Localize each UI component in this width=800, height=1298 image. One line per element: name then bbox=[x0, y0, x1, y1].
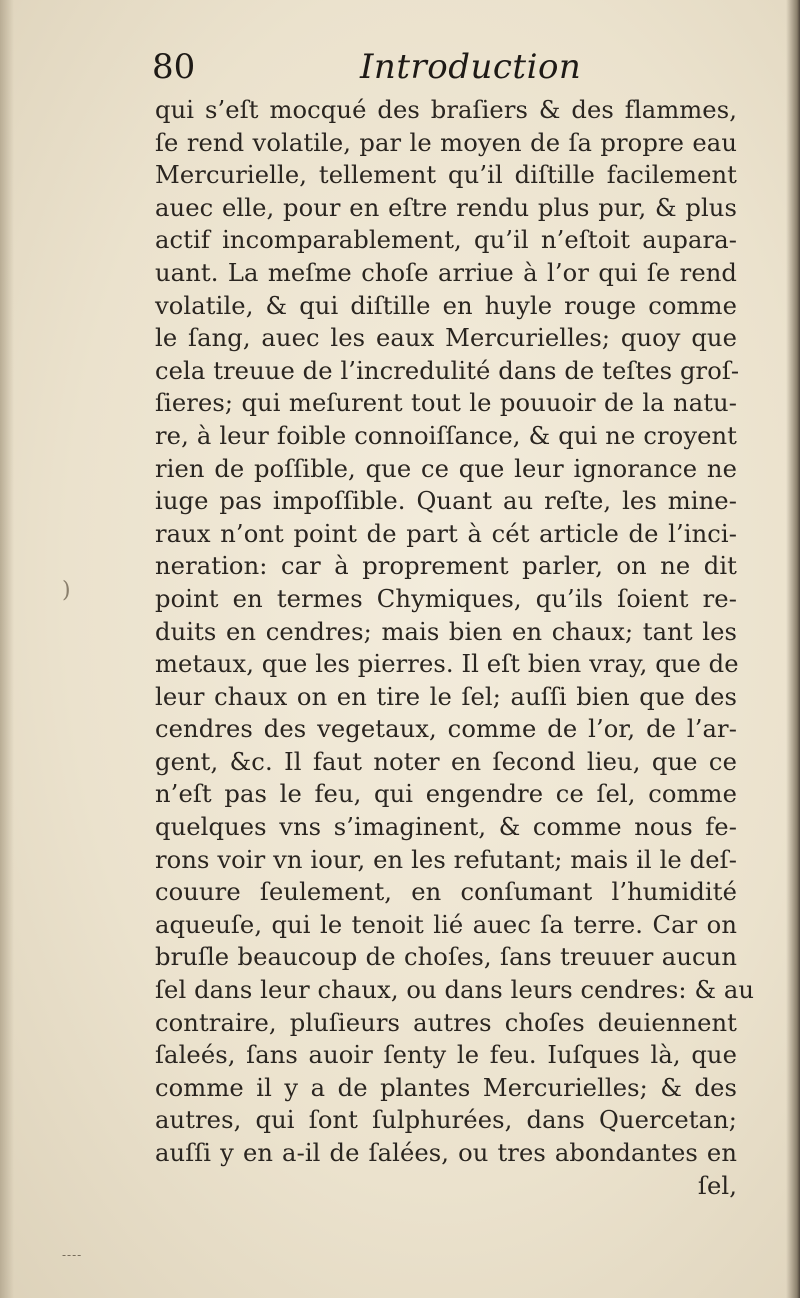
body-text bbox=[155, 94, 755, 1202]
running-head: Introduction bbox=[360, 47, 582, 87]
text-line: n’eſt pas le feu, qui engendre ce ſel, comme bbox=[155, 780, 737, 809]
text-line: uant. La meſme choſe arriue à l’or qui ſe rend bbox=[155, 258, 737, 287]
text-line: couure ſeulement, en conſumant l’humidité bbox=[155, 878, 737, 907]
text-line: autres, qui ſont ſulphurées, dans Quercetan; bbox=[155, 1106, 737, 1135]
text-line: ſaleés, ſans auoir ſenty le feu. Iuſques là, que bbox=[155, 1041, 737, 1070]
text-line: auec elle, pour en eſtre rendu plus pur, & plus bbox=[155, 193, 737, 222]
text-line: neration: car à proprement parler, on ne dit bbox=[155, 552, 737, 581]
text-line: leur chaux on en tire le ſel; auſſi bien que des bbox=[155, 682, 737, 711]
text-line: ſel dans leur chaux, ou dans leurs cendres: & au bbox=[155, 976, 755, 1005]
text-line: point en termes Chymiques, qu’ils ſoient re- bbox=[155, 584, 737, 613]
text-line: volatile, & qui diſtille en huyle rouge comme bbox=[155, 291, 737, 320]
text-line: gent, &c. Il faut noter en ſecond lieu, que ce bbox=[155, 747, 737, 776]
text-line: raux n’ont point de part à cét article de l’inci- bbox=[155, 519, 737, 548]
text-line: bruſle beaucoup de choſes, ſans treuuer aucun bbox=[155, 943, 737, 972]
text-line: qui s’eſt mocqué des braſiers & des flammes, bbox=[155, 96, 737, 124]
text-line: auſſi y en a-il de ſalées, ou tres abondantes en bbox=[155, 1139, 737, 1167]
text-line: Mercurielle, tellement qu’il diſtille facilement bbox=[155, 161, 737, 190]
page-right-edge bbox=[786, 0, 800, 1298]
text-line: rons voir vn iour, en les refutant; mais il le deſ- bbox=[155, 845, 737, 874]
text-line: aqueuſe, qui le tenoit lié auec ſa terre. Car on bbox=[155, 910, 737, 939]
text-line: re, à leur foible connoiſſance, & qui ne croyent bbox=[155, 421, 737, 450]
text-line: le ſang, auec les eaux Mercurielles; quoy que bbox=[155, 324, 737, 353]
text-line: ſieres; qui meſurent tout le pouuoir de la natu- bbox=[155, 389, 737, 418]
margin-mark: ) bbox=[62, 578, 71, 603]
text-line: cela treuue de l’incredulité dans de teſtes groſ- bbox=[155, 356, 740, 385]
text-line: duits en cendres; mais bien en chaux; tant les bbox=[155, 617, 737, 646]
text-line: rien de poſſible, que ce que leur ignorance ne bbox=[155, 454, 737, 483]
text-line: cendres des vegetaux, comme de l’or, de l’ar- bbox=[155, 715, 737, 744]
corner-mark: ‑‑‑‑ bbox=[62, 1248, 83, 1262]
text-line: actif incomparablement, qu’il n’eſtoit aupara- bbox=[155, 226, 737, 255]
page-header bbox=[152, 42, 752, 92]
text-line: iuge pas impoſſible. Quant au reſte, les mine- bbox=[155, 487, 737, 516]
text-line: metaux, que les pierres. Il eſt bien vray, que de bbox=[155, 650, 739, 679]
catchword: ſel, bbox=[697, 1171, 737, 1200]
text-line: contraire, pluſieurs autres choſes deuiennent bbox=[155, 1008, 737, 1037]
text-line: quelques vns s’imaginent, & comme nous fe- bbox=[155, 813, 737, 842]
page-left-edge bbox=[0, 0, 14, 1298]
text-line: comme il y a de plantes Mercurielles; & des bbox=[155, 1073, 737, 1102]
text-line: ſe rend volatile, par le moyen de ſa propre eau bbox=[155, 128, 737, 157]
page-number: 80 bbox=[152, 47, 196, 87]
